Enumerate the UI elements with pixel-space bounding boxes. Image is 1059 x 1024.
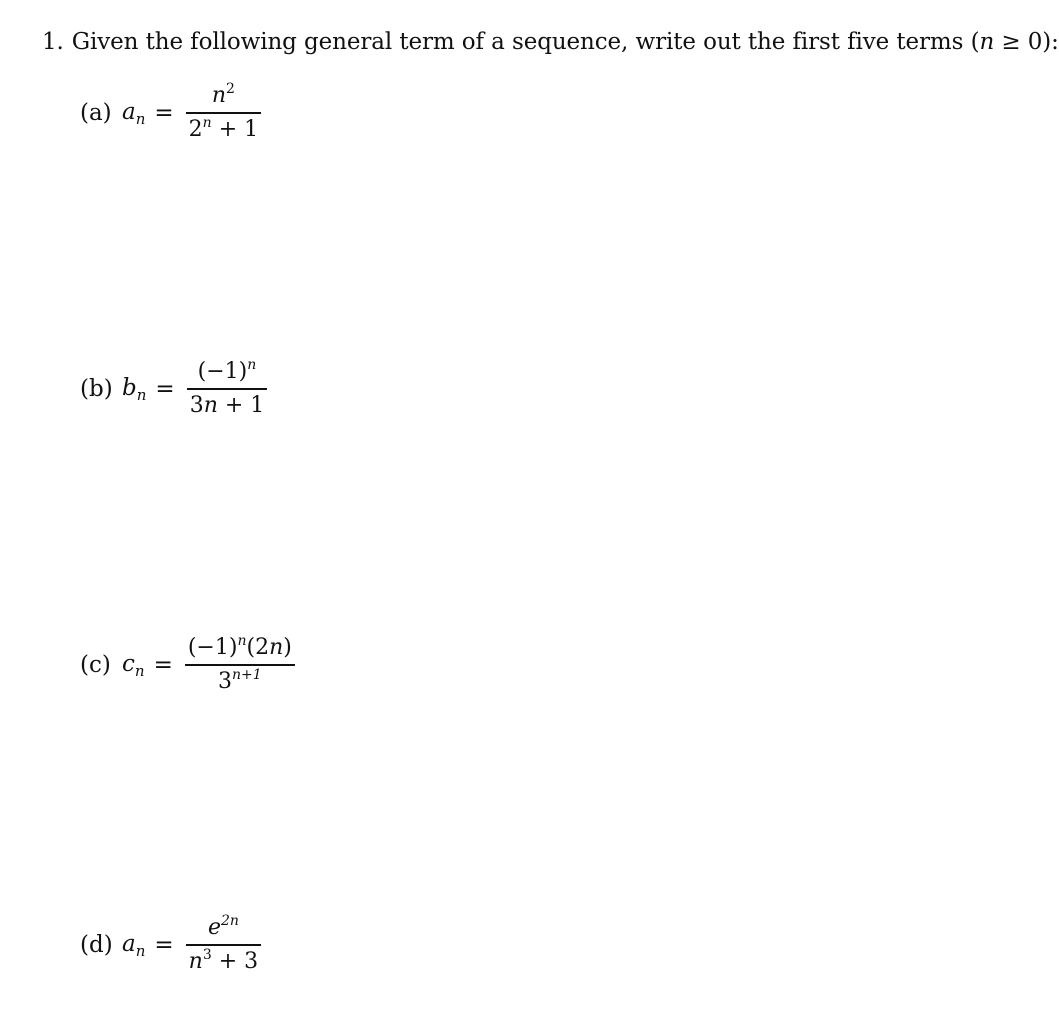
num-base: (−1) (197, 359, 248, 385)
fraction (186, 83, 261, 142)
den-base: n (188, 948, 203, 974)
den-exp: n+1 (232, 666, 262, 683)
question-number: 1. (42, 29, 64, 55)
denominator (187, 390, 268, 419)
den-pre: 3 (189, 392, 204, 418)
part-label: (b) (80, 376, 113, 402)
num-exp: 2n (220, 913, 239, 930)
lhs-var: b (122, 374, 137, 401)
lhs-var: a (122, 98, 136, 125)
part-b (80, 354, 267, 424)
den-base: 2 (188, 116, 203, 142)
num-rest-close: ) (283, 635, 292, 661)
lhs-var: c (122, 650, 135, 677)
lhs-sub: n (135, 109, 146, 128)
den-rest: + 1 (211, 116, 259, 142)
num-base: (−1) (187, 635, 238, 661)
den-rest: + 1 (217, 392, 265, 418)
numerator (185, 635, 295, 664)
lhs-sub: n (136, 385, 147, 404)
fraction (186, 915, 262, 974)
numerator (209, 83, 238, 112)
equals-sign: = (154, 100, 174, 126)
condition-var: n (979, 29, 995, 55)
den-var: n (203, 392, 218, 418)
part-c (80, 630, 295, 700)
lhs (122, 651, 145, 680)
equals-sign: = (155, 376, 175, 402)
question-condition (971, 29, 1059, 55)
part-label: (a) (80, 100, 112, 126)
num-exp: n (247, 357, 257, 374)
equals-sign: = (153, 652, 173, 678)
lhs (122, 375, 146, 404)
numerator (195, 359, 260, 388)
part-label: (c) (80, 652, 111, 678)
num-rest-open: (2 (246, 635, 270, 661)
denominator (215, 666, 265, 695)
lhs-sub: n (134, 661, 145, 680)
part-label: (d) (80, 932, 113, 958)
num-base: n (211, 83, 227, 109)
num-exp: 2 (226, 81, 235, 98)
part-d (80, 910, 261, 980)
num-base: e (207, 915, 221, 941)
num-exp: n (237, 633, 247, 650)
lhs (122, 931, 145, 960)
fraction (187, 359, 268, 418)
part-a (80, 78, 261, 148)
den-base: 3 (218, 668, 233, 694)
denominator (186, 114, 261, 143)
den-exp: 3 (202, 946, 212, 963)
lhs (122, 99, 145, 128)
denominator (186, 946, 262, 975)
condition-rel: ≥ 0): (994, 29, 1059, 55)
lhs-var: a (122, 930, 136, 957)
question-1 (42, 28, 1059, 56)
fraction (185, 635, 295, 694)
question-text: Given the following general term of a sequence, write out the first five terms (71, 29, 964, 55)
den-rest: + 3 (211, 948, 259, 974)
num-rest-var: n (269, 635, 284, 661)
numerator (205, 915, 242, 944)
lhs-sub: n (135, 941, 146, 960)
equals-sign: = (154, 932, 174, 958)
den-exp: n (202, 114, 212, 131)
condition-open: ( (970, 29, 980, 55)
